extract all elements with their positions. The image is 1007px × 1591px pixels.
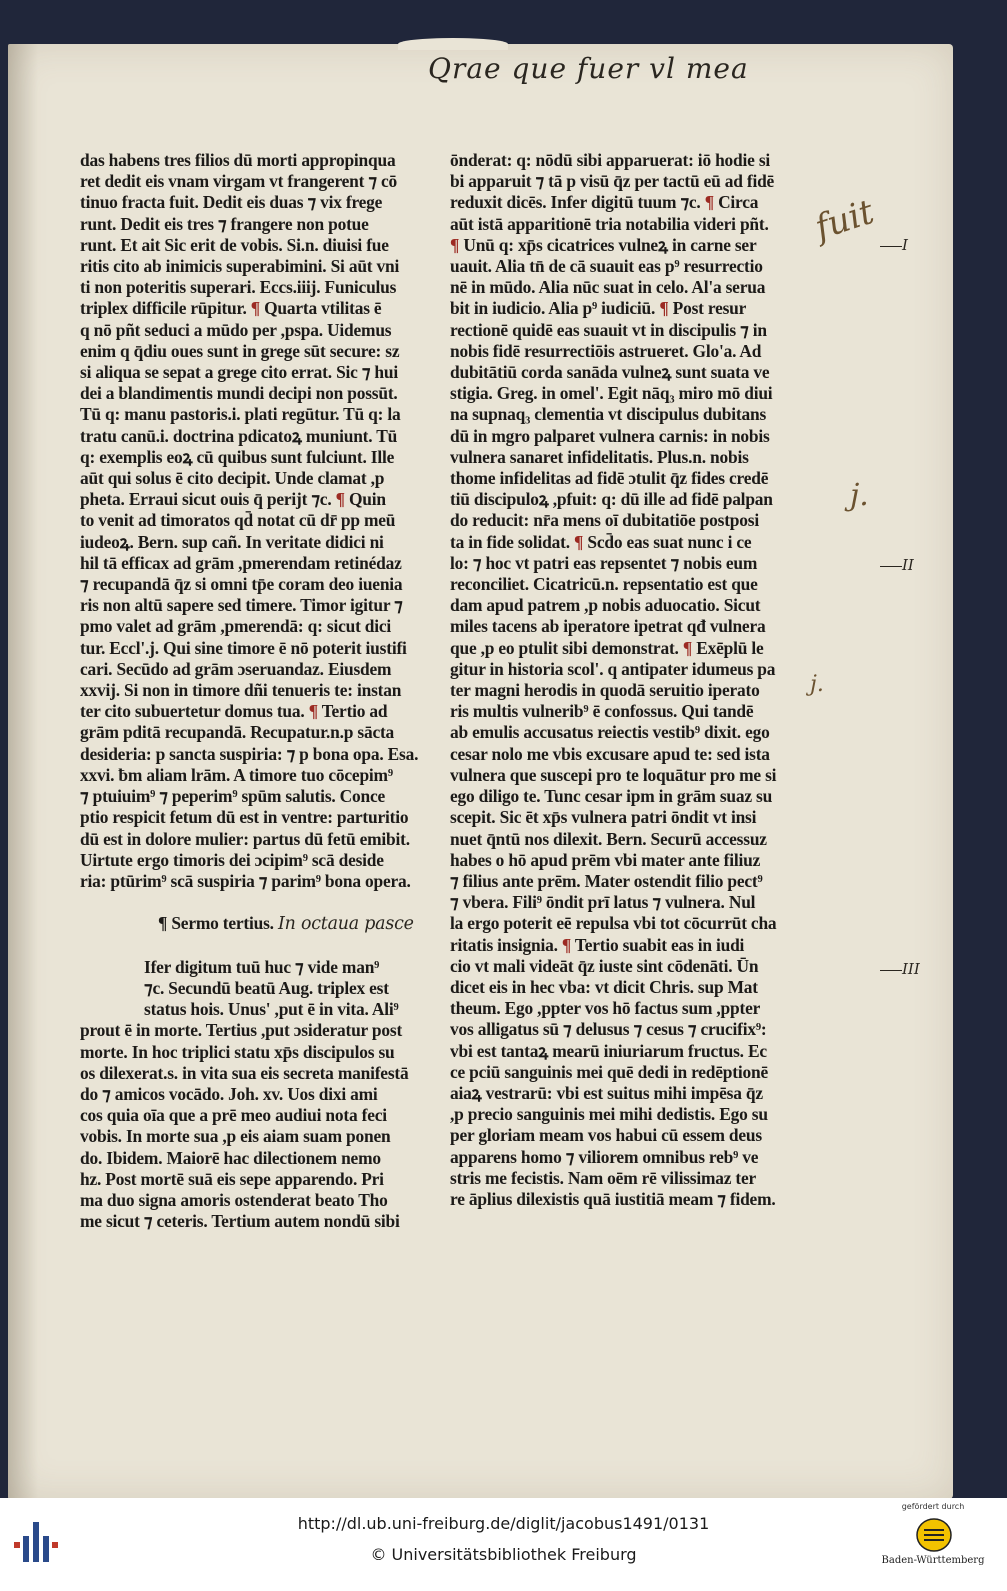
- text-line: per gloriam meam vos habui cū essem deus: [450, 1125, 762, 1146]
- sermon-text-line: ma duo signa amoris ostenderat beato Tho: [80, 1189, 388, 1210]
- copyright-text: © Universitätsbibliothek Freiburg: [370, 1545, 637, 1564]
- text-line: gitur in historia scol'. q antipater idumeus pa: [450, 658, 776, 679]
- text-line: do reducit: nr̄a mens oī dubitatiōe postposi: [450, 510, 759, 531]
- text-line: ret dedit eis vnam virgam vt frangerent ⁊ cō: [80, 171, 397, 192]
- text-line: vulnera que suscepi pro te loquātur pro me si: [450, 764, 777, 785]
- text-line: cari. Secūdo ad grām ɔseruandaz. Eiusdem: [80, 658, 392, 679]
- text-line: ritis cito ab inimicis superabimini. Si aūt vni: [80, 256, 400, 277]
- text-line: grām pditā recupandā. Recupatur.n.p sācta: [80, 722, 395, 743]
- text-line: triplex difficile rūpitur. ¶ Quarta vtilitas ē: [80, 298, 382, 319]
- text-line: aūt istā apparitionē tria notabilia videri pñt.: [450, 213, 769, 234]
- text-line: ⁊ filius ante prēm. Mater ostendit filio pect⁹: [450, 870, 763, 891]
- text-line: rectionē quidē eas suauit vt in discipulis ⁊ in: [450, 319, 767, 340]
- sermon-text-line: os dilexerat.s. in vita sua eis secreta manifestā: [80, 1062, 409, 1083]
- text-line: habes o hō apud prēm vbi mater ante filiuz: [450, 849, 761, 870]
- text-line: Tū q: manu pastoris.i. plati regūtur. Tū q: la: [80, 404, 401, 425]
- text-line: la ergo poterit eē repulsa vbi tot cōcurrūt cha: [450, 913, 777, 934]
- text-line: ⁊ vbera. Fili⁹ ōndit prī latus ⁊ vulnera. Nul: [450, 892, 756, 913]
- gutter-shadow: [8, 44, 38, 1499]
- text-line: ¶ Unū q: xp̄s cicatrices vulneꝝ in carne ser: [450, 234, 757, 255]
- text-line: Uirtute ergo timoris dei ɔcipim⁹ scā deside: [80, 849, 384, 870]
- text-line: ego diligo te. Tunc cesar ipm in grām suaz su: [450, 786, 773, 807]
- text-line: enim q q̄diu oues sunt in grege sūt secure: sz: [80, 340, 400, 361]
- text-line: pheta. Erraui sicut ouis q̄ perijt ⁊c. ¶ Quin: [80, 489, 386, 510]
- sermon-text-line: ⁊c. Secundū beatū Aug. triplex est: [144, 977, 389, 998]
- sermon-text-line: Ifer digitum tuū huc ⁊ vide man⁹: [144, 956, 380, 977]
- text-line: ce pciū sanguinis mei quē dedi in redēptionē: [450, 1061, 768, 1082]
- sermon-text-line: me sicut ⁊ ceteris. Tertium autem nondū sibi: [80, 1211, 400, 1232]
- margin-annotation-lower: j.: [810, 672, 824, 697]
- text-line: si aliqua se sepat a grege cito errat. Sic ⁊ hui: [80, 362, 399, 383]
- text-line: reconciliet. Cicatricū.n. repsentatio est que: [450, 574, 758, 595]
- margin-roman-numeral-2: [880, 556, 914, 574]
- permalink-url[interactable]: http://dl.ub.uni-freiburg.de/diglit/jacobus1491/0131: [297, 1514, 710, 1533]
- text-line: to venit ad timoratos qd̄ notat cū dr̄ pp meū: [80, 510, 396, 531]
- handwritten-header-note: Qrae que fuer vl mea: [428, 52, 749, 85]
- text-line: hil tā efficax ad grām ,pmerendam retinédaz: [80, 552, 402, 573]
- numeral-rule: [880, 566, 902, 567]
- paragraph-mark: ¶: [682, 637, 693, 658]
- text-line: vos alligatus sū ⁊ delusus ⁊ cesus ⁊ crucifix⁹:: [450, 1019, 767, 1040]
- text-line: cio vt mali videāt q̄z iuste sint cōdenāti. Ūn: [450, 955, 759, 976]
- text-line: apparens homo ⁊ viliorem omnibus reb⁹ ve: [450, 1146, 759, 1167]
- text-line: nobis fidē resurrectiōis astrueret. Glo'a. Ad: [450, 340, 762, 361]
- text-line: ritatis insignia. ¶ Tertio suabit eas in iudi: [450, 934, 745, 955]
- text-line: dubitātiū corda sanāda vulneꝝ sunt suata ve: [450, 362, 770, 383]
- numeral-text: II: [902, 556, 914, 574]
- left-text-column: [80, 150, 442, 1232]
- text-line: ria: ptūrim⁹ scā suspiria ⁊ parim⁹ bona opera.: [80, 870, 411, 891]
- text-line: ris multis vulnerib⁹ ē confossus. Qui tandē: [450, 701, 754, 722]
- sponsor-label: gefördert durch: [901, 1502, 965, 1511]
- text-line: stigia. Greg. in omel'. Egit nāq₃ miro mō diui: [450, 383, 773, 404]
- text-line: desideria: p sancta suspiria: ⁊ p bona opa. Esa.: [80, 743, 419, 764]
- text-line: ter magni herodis in quodā seruitio iperato: [450, 680, 760, 701]
- text-line: dū in mgro palparet vulnera carnis: in nobis: [450, 425, 770, 446]
- page-top-notch: [398, 38, 508, 50]
- text-line: iudeoꝝ. Bern. sup cañ. In veritate didici ni: [80, 531, 384, 552]
- spacer: [80, 936, 442, 957]
- text-line: ,p precio sanguinis mei mihi dedistis. Ego su: [450, 1104, 768, 1125]
- text-line: scepit. Sic ēt xp̄s vulnera patri ōndit vt insi: [450, 807, 757, 828]
- text-line: ris non altū sapere sed timere. Timor igitur ⁊: [80, 595, 403, 616]
- text-line: aūt qui solus ē cito decipit. Unde clamat ,p: [80, 468, 385, 489]
- text-line: ti non poteritis superari. Eccs.iiij. Funiculus: [80, 277, 397, 298]
- sermon-title: ¶ Sermo tertius.: [158, 913, 274, 934]
- text-line: cesar nolo me vbis excusare apud te: sed ista: [450, 743, 770, 764]
- right-text-column: [450, 150, 810, 1210]
- sermon-text-line: hz. Post mortē suā eis sepe apparendo. Pri: [80, 1168, 384, 1189]
- numeral-text: I: [902, 236, 908, 254]
- viewer-footer: [0, 1498, 1007, 1591]
- text-line: aiaꝝ vestrarū: vbi est suitus mihi impēsa q̄z: [450, 1082, 763, 1103]
- text-line: das habens tres filios dū morti appropinqua: [80, 150, 396, 170]
- text-line: tur. Eccl'.j. Qui sine timore ē nō poterit iustifi: [80, 637, 407, 658]
- numeral-text: III: [902, 960, 920, 978]
- paragraph-mark: ¶: [450, 234, 460, 255]
- paragraph-mark: ¶: [335, 489, 345, 510]
- margin-roman-numeral-3: [880, 960, 920, 978]
- text-line: vbi est tantaꝝ mearū iniuriarum fructus. Ec: [450, 1040, 767, 1061]
- sponsor-block: [868, 1502, 998, 1590]
- text-line: uauit. Alia tn̄ de cā suauit eas p⁹ resurrectio: [450, 256, 763, 277]
- sermon-text-line: status hois. Unus' ,put ē in vita. Ali⁹: [144, 999, 399, 1020]
- state-seal-icon: [915, 1516, 953, 1554]
- sermon-text-line: morte. In hoc triplici statu xp̄s discipulos su: [80, 1041, 395, 1062]
- text-line: xxvi. ƀm aliam lrām. A timore tuo cōcepim⁹: [80, 764, 393, 785]
- text-line: reduxit dicēs. Infer digitū tuum ⁊c. ¶ Circa: [450, 192, 759, 213]
- sermon-text-line: cos quia oīa que a prē meo audiui nota feci: [80, 1105, 387, 1126]
- text-line: runt. Dedit eis tres ⁊ frangere non potue: [80, 213, 369, 234]
- paragraph-mark: ¶: [250, 298, 260, 319]
- paragraph-mark: ¶: [574, 531, 584, 552]
- text-line: q nō pñt seduci a mūdo per ,pspa. Uidemus: [80, 319, 392, 340]
- text-line: ab emulis accusatus reiectis vestib⁹ dixit. ego: [450, 722, 770, 743]
- text-line: tiū discipuloꝝ ,pfuit: q: dū ille ad fidē palpan: [450, 489, 773, 510]
- text-line: vulnera sanaret infidelitatis. Plus.n. nobis: [450, 446, 749, 467]
- numeral-rule: [880, 246, 902, 247]
- text-line: ⁊ recupandā q̄z si omni tp̄e coram deo iuenia: [80, 574, 403, 595]
- sponsor-name: Baden-Württemberg: [881, 1555, 985, 1566]
- paragraph-mark: ¶: [704, 192, 714, 213]
- sermon-text-line: do. Ibidem. Maiorē hac dilectionem nemo: [80, 1147, 381, 1168]
- text-line: nuet q̄ntū nos dilexit. Bern. Securū accessuz: [450, 828, 767, 849]
- sermon-text-line: prout ē in morte. Tertius ,put ɔsideratur post: [80, 1020, 403, 1041]
- text-line: lo: ⁊ hoc vt patri eas repsentet ⁊ nobis eum: [450, 552, 758, 573]
- text-line: bi apparuit ⁊ tā p visū q̄z per tactū eū ad fidē: [450, 171, 775, 192]
- spacer: [80, 892, 442, 913]
- text-line: pmo valet ad grām ,pmerendā: q: sicut dici: [80, 616, 392, 637]
- text-line: q: exemplis eoꝝ cū quibus sunt fulciunt. Ille: [80, 446, 395, 467]
- text-line: miles tacens ab iperatore ipetrat qđ vulnera: [450, 616, 766, 637]
- sermon-text-line: vobis. In morte sua ,p eis aiam suam ponen: [80, 1126, 391, 1147]
- text-line: tinuo fracta fuit. Dedit eis duas ⁊ vix frege: [80, 192, 383, 213]
- text-line: dicet eis in hec vba: vt dicit Chris. sup Mat: [450, 976, 758, 997]
- text-line: dam apud patrem ,p nobis aduocatio. Sicut: [450, 595, 761, 616]
- paragraph-mark: ¶: [659, 298, 669, 319]
- paragraph-mark: ¶: [561, 934, 572, 955]
- sermon-title-handwritten-note: In octaua pasce: [277, 914, 414, 935]
- text-line: dei a blandimentis mundi decipi non possūt.: [80, 383, 398, 404]
- text-line: runt. Et ait Sic erit de vobis. Si.n. diuisi fue: [80, 234, 389, 255]
- numeral-rule: [880, 970, 902, 971]
- margin-roman-numeral-1: [880, 236, 908, 254]
- text-line: ptio respicit fetum dū est in ventre: parturitio: [80, 807, 409, 828]
- text-line: stris me fecistis. Nam oēm rē vilissimaz ter: [450, 1167, 757, 1188]
- text-line: nē in mūdo. Alia nūc suat in celo. Al'a serua: [450, 277, 766, 298]
- margin-annotation-top: fuit: [810, 191, 879, 249]
- text-line: theum. Ego ,ppter vos hō factus sum ,ppter: [450, 998, 761, 1019]
- margin-annotation-mid: j.: [850, 478, 869, 513]
- sermon-heading: [80, 913, 442, 935]
- text-line: tratu canū.i. doctrina pdicatoꝝ muniunt. Tū: [80, 425, 398, 446]
- text-line: na supnaq₃ clementia vt discipulus dubitans: [450, 404, 767, 425]
- text-line: ter cito subuertetur domus tua. ¶ Tertio ad: [80, 701, 388, 722]
- text-line: bit in iudicio. Alia p⁹ iudiciū. ¶ Post resur: [450, 298, 747, 319]
- text-line: ta in fide solidat. ¶ Scd̄o eas suat nunc i ce: [450, 531, 752, 552]
- paragraph-mark: ¶: [308, 701, 318, 722]
- text-line: ⁊ ptuiuim⁹ ⁊ peperim⁹ spūm salutis. Conce: [80, 786, 386, 807]
- text-line: re āplius dilexistis quā iustitiā meam ⁊ fidem.: [450, 1188, 776, 1209]
- text-line: dū est in dolore mulier: partus dū fetū emibit.: [80, 828, 410, 849]
- text-line: thome infidelitas ad fidē ɔtulit q̄z fides credē: [450, 468, 769, 489]
- text-line: que ,p eo ptulit sibi demonstrat. ¶ Exēplū le: [450, 637, 764, 658]
- text-line: ōnderat: q: nōdū sibi apparuerat: iō hodie si: [450, 150, 771, 170]
- sermon-text-line: do ⁊ amicos vocādo. Joh. xv. Uos dixi ami: [80, 1083, 378, 1104]
- text-line: xxvij. Si non in timore dñi tenueris te: instan: [80, 680, 402, 701]
